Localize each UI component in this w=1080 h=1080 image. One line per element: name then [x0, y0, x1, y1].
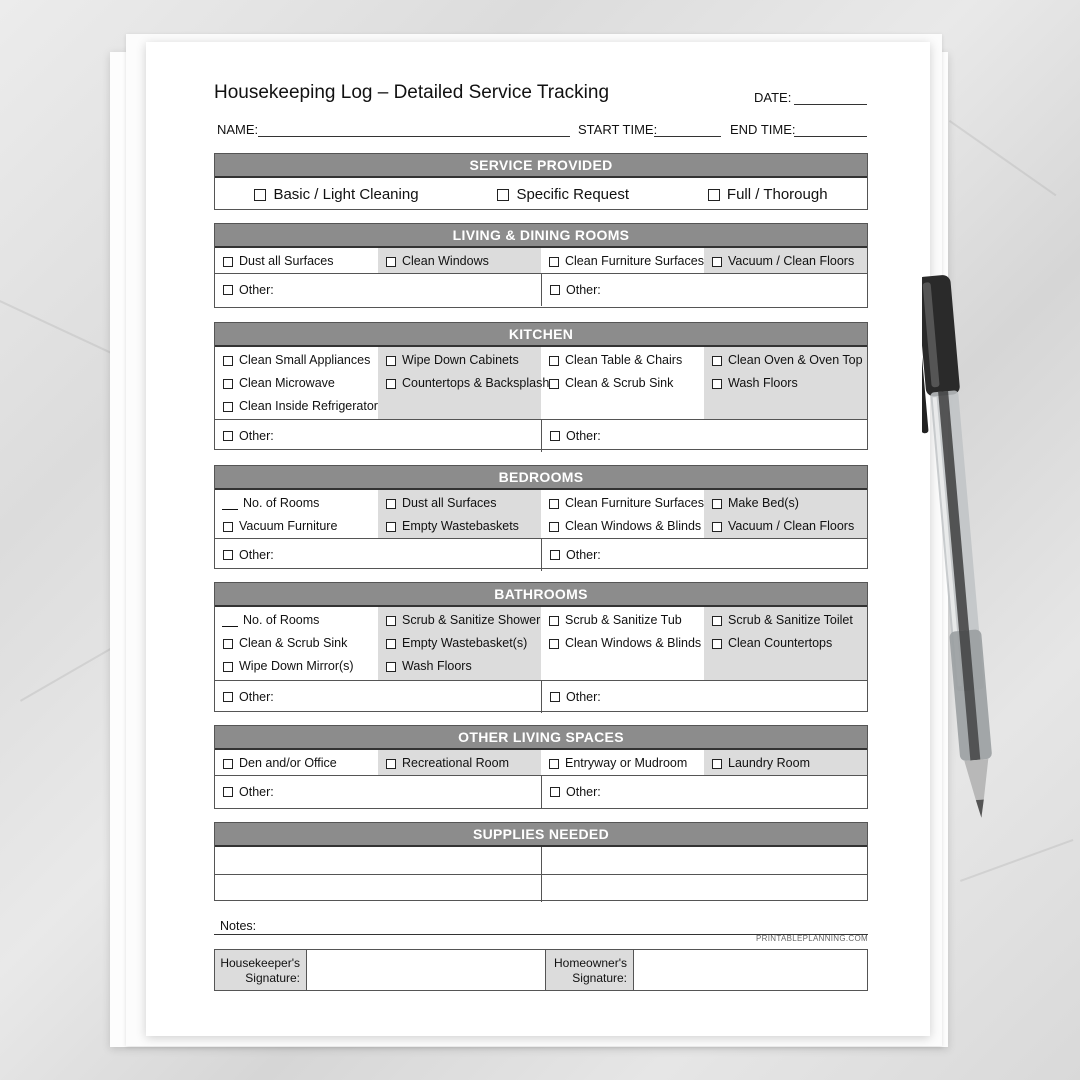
task-checkbox-item[interactable]: Laundry Room: [712, 752, 867, 775]
task-checkbox-item[interactable]: Scrub & Sanitize Toilet: [712, 609, 867, 632]
task-checkbox-item[interactable]: Scrub & Sanitize Tub: [549, 609, 704, 632]
service-option-basic[interactable]: Basic / Light Cleaning: [254, 186, 418, 203]
supply-field[interactable]: [541, 847, 868, 874]
checkbox[interactable]: [223, 522, 233, 532]
service-option-specific[interactable]: Specific Request: [497, 186, 629, 203]
name-field[interactable]: [258, 136, 570, 137]
checkbox[interactable]: [223, 285, 233, 295]
task-checkbox-item[interactable]: Den and/or Office: [223, 752, 378, 775]
task-checkbox-item[interactable]: Empty Wastebaskets: [386, 515, 541, 538]
checkbox[interactable]: [549, 759, 559, 769]
section-heading: BATHROOMS: [215, 583, 867, 607]
task-checkbox-item[interactable]: Dust all Surfaces: [223, 250, 378, 273]
section-heading: SERVICE PROVIDED: [215, 154, 867, 178]
task-checkbox-item[interactable]: Clean Microwave: [223, 372, 378, 395]
checkbox[interactable]: [549, 522, 559, 532]
checkbox[interactable]: [550, 692, 560, 702]
section-heading: OTHER LIVING SPACES: [215, 726, 867, 750]
checkbox[interactable]: [254, 189, 266, 201]
task-checkbox-item[interactable]: Clean Countertops: [712, 632, 867, 655]
homeowner-signature-label: Homeowner's Signature:: [545, 950, 633, 990]
credit-text: PRINTABLEPLANNING.COM: [756, 934, 868, 943]
checkbox[interactable]: [549, 379, 559, 389]
task-checkbox-item[interactable]: Wash Floors: [712, 372, 867, 395]
bathrooms-section: [214, 582, 868, 712]
marble-vein: [960, 839, 1073, 882]
housekeeper-signature-field[interactable]: [306, 950, 545, 990]
section-heading: SUPPLIES NEEDED: [215, 823, 867, 847]
checkbox[interactable]: [712, 639, 722, 649]
checkbox[interactable]: [712, 257, 722, 267]
task-checkbox-item[interactable]: Wipe Down Mirror(s): [223, 655, 378, 678]
notes-label: Notes:: [220, 919, 257, 933]
checkbox[interactable]: [386, 379, 396, 389]
service-provided-section: [214, 153, 868, 210]
checkbox[interactable]: [549, 639, 559, 649]
other-living-spaces-section: [214, 725, 868, 809]
rooms-count-field[interactable]: No. of Rooms: [223, 609, 378, 632]
other-field[interactable]: Other:: [215, 539, 541, 571]
task-checkbox-item[interactable]: Wash Floors: [386, 655, 541, 678]
other-field[interactable]: Other:: [541, 274, 867, 306]
checkbox[interactable]: [497, 189, 509, 201]
checkbox[interactable]: [549, 356, 559, 366]
checkbox[interactable]: [386, 759, 396, 769]
checkbox[interactable]: [386, 616, 396, 626]
checkbox[interactable]: [386, 499, 396, 509]
task-checkbox-item[interactable]: Clean Inside Refrigerator: [223, 395, 378, 418]
task-checkbox-item[interactable]: Clean Windows & Blinds: [549, 515, 704, 538]
task-checkbox-item[interactable]: Vacuum / Clean Floors: [712, 250, 867, 273]
checkbox[interactable]: [386, 257, 396, 267]
task-checkbox-item[interactable]: Dust all Surfaces: [386, 492, 541, 515]
checkbox[interactable]: [223, 550, 233, 560]
checkbox[interactable]: [712, 522, 722, 532]
other-field[interactable]: Other:: [215, 420, 541, 452]
checkbox[interactable]: [549, 616, 559, 626]
supply-field[interactable]: [215, 875, 541, 902]
task-checkbox-item[interactable]: Empty Wastebasket(s): [386, 632, 541, 655]
task-checkbox-item[interactable]: Vacuum / Clean Floors: [712, 515, 867, 538]
task-checkbox-item[interactable]: Clean Oven & Oven Top: [712, 349, 867, 372]
other-field[interactable]: Other:: [541, 420, 867, 452]
checkbox[interactable]: [550, 787, 560, 797]
other-field[interactable]: Other:: [541, 776, 867, 808]
housekeeper-signature-label: Housekeeper's Signature:: [215, 950, 306, 990]
checkbox[interactable]: [223, 787, 233, 797]
task-checkbox-item[interactable]: Clean Furniture Surfaces: [549, 492, 704, 515]
task-checkbox-item[interactable]: Clean Small Appliances: [223, 349, 378, 372]
end-time-field[interactable]: [794, 136, 867, 137]
checkbox[interactable]: [712, 379, 722, 389]
other-field[interactable]: Other:: [541, 681, 867, 713]
task-checkbox-item[interactable]: Recreational Room: [386, 752, 541, 775]
task-checkbox-item[interactable]: Countertops & Backsplash: [386, 372, 541, 395]
checkbox[interactable]: [223, 431, 233, 441]
section-heading: BEDROOMS: [215, 466, 867, 490]
checkbox[interactable]: [712, 616, 722, 626]
checkbox[interactable]: [386, 356, 396, 366]
start-time-field[interactable]: [654, 136, 721, 137]
homeowner-signature-field[interactable]: [633, 950, 867, 990]
checkbox[interactable]: [386, 522, 396, 532]
other-field[interactable]: Other:: [215, 274, 541, 306]
checkbox[interactable]: [223, 257, 233, 267]
task-checkbox-item[interactable]: Clean Table & Chairs: [549, 349, 704, 372]
checkbox[interactable]: [550, 285, 560, 295]
rooms-count-blank[interactable]: [222, 614, 238, 627]
task-checkbox-item[interactable]: Clean Windows & Blinds: [549, 632, 704, 655]
page-title: Housekeeping Log – Detailed Service Tracking: [214, 82, 610, 103]
task-checkbox-item[interactable]: Vacuum Furniture: [223, 515, 378, 538]
supply-field[interactable]: [215, 847, 541, 874]
supplies-needed-section: [214, 822, 868, 901]
pen-image: [922, 270, 1012, 830]
task-checkbox-item[interactable]: Scrub & Sanitize Shower: [386, 609, 541, 632]
supply-field[interactable]: [541, 875, 868, 902]
signature-box: [214, 949, 868, 991]
checkbox[interactable]: [223, 639, 233, 649]
section-heading: LIVING & DINING ROOMS: [215, 224, 867, 248]
section-heading: KITCHEN: [215, 323, 867, 347]
checkbox[interactable]: [223, 692, 233, 702]
checkbox[interactable]: [712, 356, 722, 366]
end-time-label: END TIME:: [730, 122, 796, 137]
other-field[interactable]: Other:: [215, 681, 541, 713]
task-checkbox-item[interactable]: Entryway or Mudroom: [549, 752, 704, 775]
checkbox[interactable]: [223, 759, 233, 769]
checkbox[interactable]: [223, 379, 233, 389]
living-dining-section: [214, 223, 868, 308]
name-label: NAME:: [217, 122, 259, 137]
checkbox[interactable]: [550, 431, 560, 441]
task-checkbox-item[interactable]: Clean & Scrub Sink: [223, 632, 378, 655]
start-time-label: START TIME:: [578, 122, 658, 137]
date-label: DATE:: [754, 90, 792, 105]
checkbox[interactable]: [223, 356, 233, 366]
checkbox[interactable]: [712, 499, 722, 509]
rooms-count-field[interactable]: No. of Rooms: [223, 492, 378, 515]
task-checkbox-item[interactable]: Make Bed(s): [712, 492, 867, 515]
checkbox[interactable]: [549, 499, 559, 509]
task-checkbox-item[interactable]: Clean Windows: [386, 250, 541, 273]
marble-vein: [949, 120, 1057, 196]
checkbox[interactable]: [223, 402, 233, 412]
checkbox[interactable]: [712, 759, 722, 769]
date-field[interactable]: [794, 104, 867, 105]
task-checkbox-item[interactable]: Clean & Scrub Sink: [549, 372, 704, 395]
checkbox[interactable]: [549, 257, 559, 267]
task-checkbox-item[interactable]: Wipe Down Cabinets: [386, 349, 541, 372]
bedrooms-section: [214, 465, 868, 569]
checkbox[interactable]: [550, 550, 560, 560]
checkbox[interactable]: [386, 639, 396, 649]
other-field[interactable]: Other:: [541, 539, 867, 571]
rooms-count-blank[interactable]: [222, 497, 238, 510]
other-field[interactable]: Other:: [215, 776, 541, 808]
checkbox[interactable]: [223, 662, 233, 672]
service-option-full[interactable]: Full / Thorough: [708, 186, 828, 203]
checkbox[interactable]: [386, 662, 396, 672]
checkbox[interactable]: [708, 189, 720, 201]
task-checkbox-item[interactable]: Clean Furniture Surfaces: [549, 250, 704, 273]
kitchen-section: [214, 322, 868, 450]
